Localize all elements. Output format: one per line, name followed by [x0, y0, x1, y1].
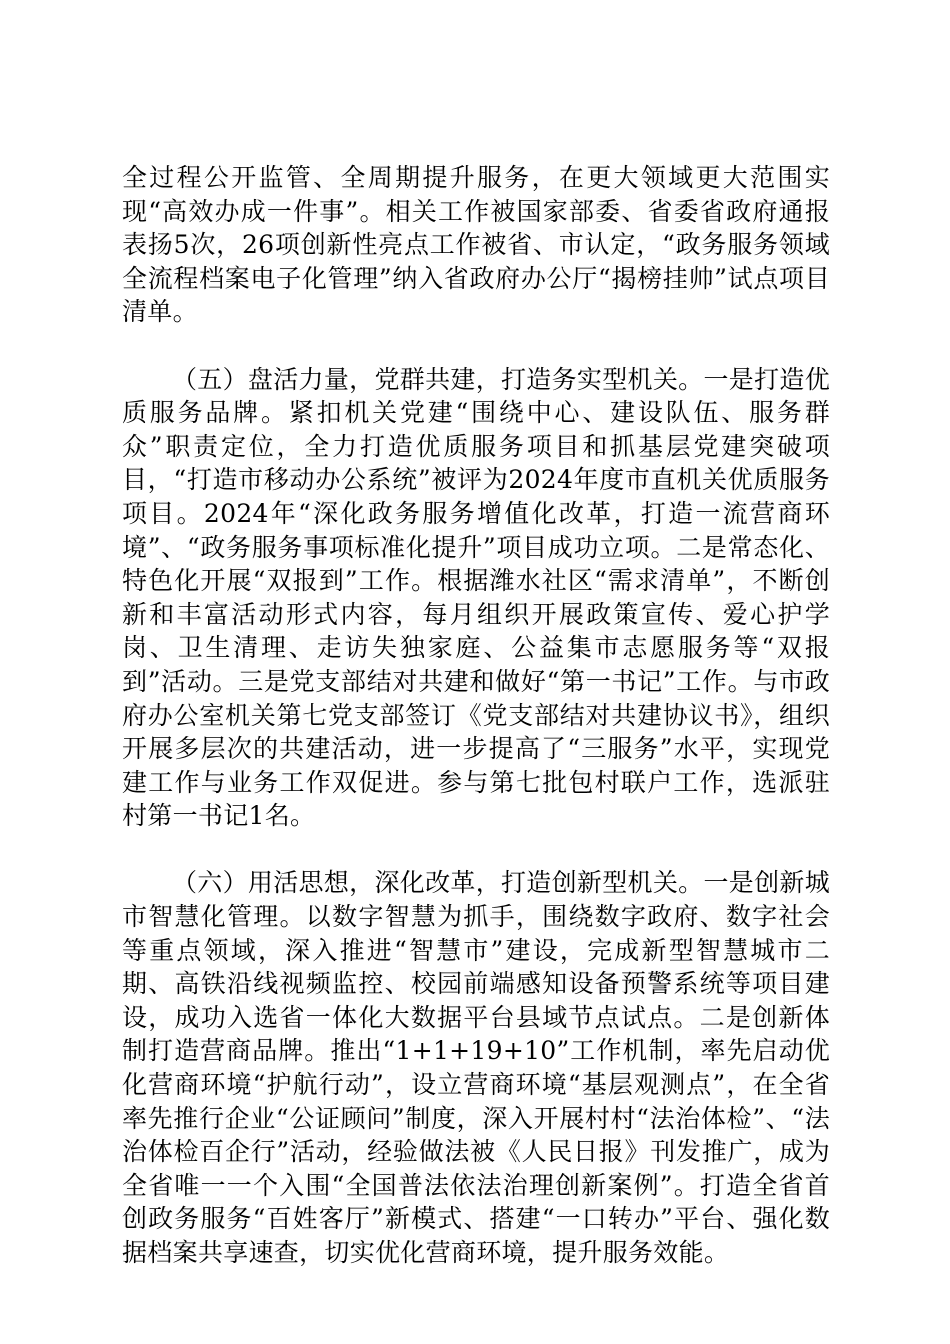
document-body [122, 161, 830, 1270]
paragraph-section-six: （六）用活思想，深化改革，打造创新型机关。一是创新城市智慧化管理。以数字智慧为抓手，围绕数字政府、数字社会等重点领域，深入推进“智慧市”建设，完成新型智慧城市二期、高铁沿线视频监控、校园前端感知设备预警系统等项目建设，成功入选省一体化大数据平台县域节点试点。二是创新体制打造营商品牌。推出“1+1+19+10”工作机制，率先启动优化营商环境“护航行动”，设立营商环境“基层观测点”，在全省率先推行企业“公证顾问”制度，深入开展村村“法治体检”、“法治体检百企行”活动，经验做法被《人民日报》刊发推广，成为全省唯一一个入围“全国普法依法治理创新案例”。打造全省首创政务服务“百姓客厅”新模式、搭建“一口转办”平台、强化数据档案共享速查，切实优化营商环境，提升服务效能。 [122, 868, 830, 1267]
paragraph-section-five: （五）盘活力量，党群共建，打造务实型机关。一是打造优质服务品牌。紧扣机关党建“围绕中心、建设队伍、服务群众”职责定位，全力打造优质服务项目和抓基层党建突破项目，“打造市移动办公系统”被评为2024年度市直机关优质服务项目。2024年“深化政务服务增值化改革，打造一流营商环境”、“政务服务事项标准化提升”项目成功立项。二是常态化、特色化开展“双报到”工作。根据潍水社区“需求清单”，不断创新和丰富活动形式内容，每月组织开展政策宣传、爱心护学岗、卫生清理、走访失独家庭、公益集市志愿服务等“双报到”活动。三是党支部结对共建和做好“第一书记”工作。与市政府办公室机关第七党支部签订《党支部结对共建协议书》，组织开展多层次的共建活动，进一步提高了“三服务”水平，实现党建工作与业务工作双促进。参与第七批包村联户工作，选派驻村第一书记1名。 [122, 364, 830, 831]
paragraph-continuation: 全过程公开监管、全周期提升服务，在更大领域更大范围实现“高效办成一件事”。相关工作被国家部委、省委省政府通报表扬5次，26项创新性亮点工作被省、市认定，“政务服务领域全流程档案电子化管理”纳入省政府办公厅“揭榜挂帅”试点项目清单。 [122, 163, 830, 327]
